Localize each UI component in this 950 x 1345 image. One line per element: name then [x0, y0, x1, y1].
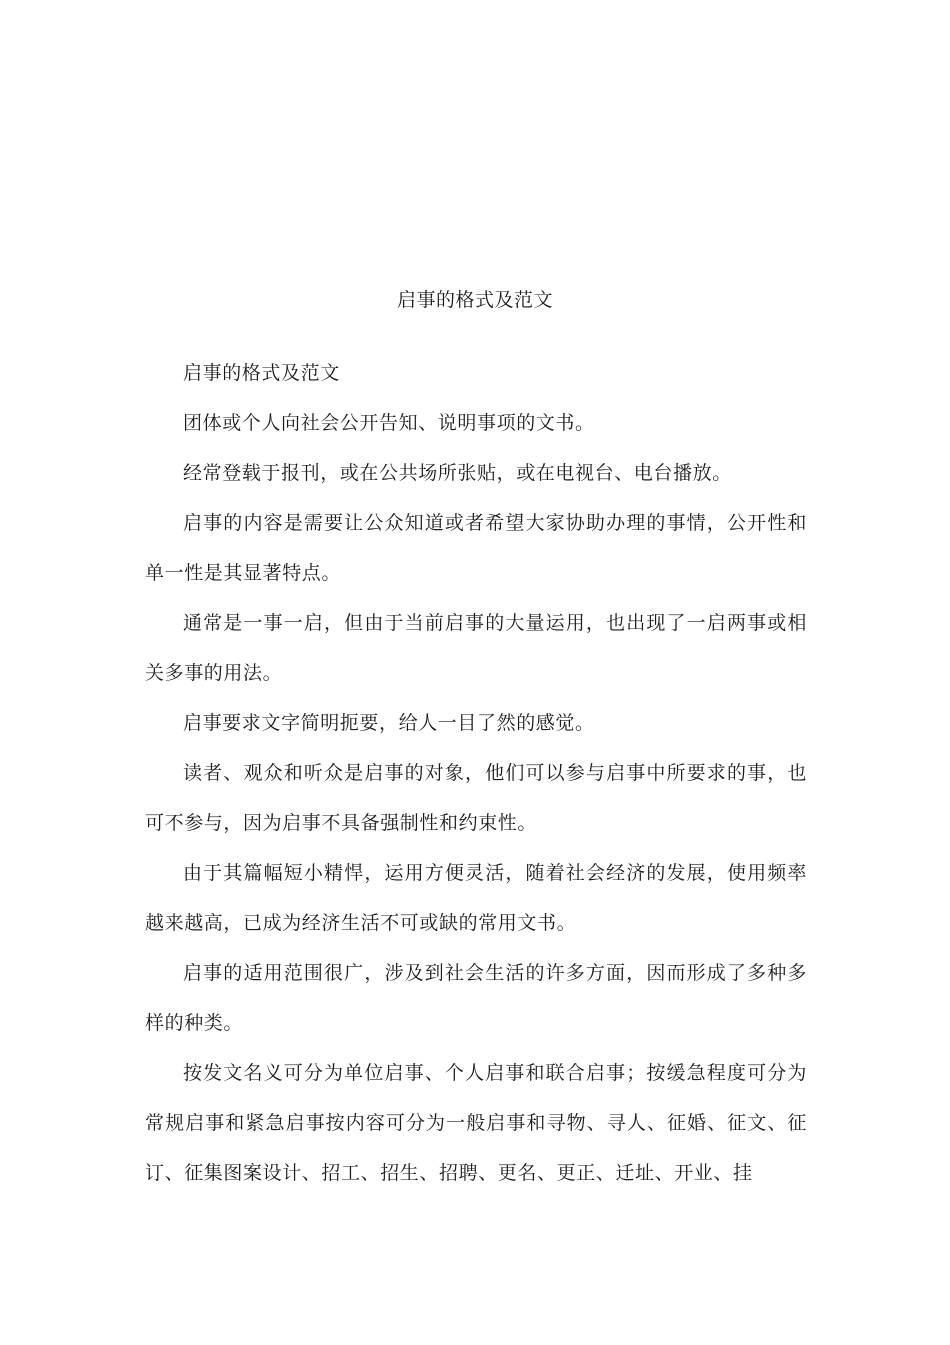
paragraph-subtitle: 启事的格式及范文 — [183, 362, 340, 384]
document-body — [145, 348, 807, 1198]
paragraph: 按发文名义可分为单位启事、个人启事和联合启事；按缓急程度可分为常规启事和紧急启事按内容可分为一般启事和寻物、寻人、征婚、征文、征订、征集图案设计、招工、招生、招聘、更名、更正、迁址、开业、挂 — [145, 1062, 807, 1184]
paragraph: 启事要求文字简明扼要，给人一目了然的感觉。 — [183, 712, 595, 734]
paragraph: 启事的内容是需要让公众知道或者希望大家协助办理的事情，公开性和单一性是其显著特点。 — [145, 512, 807, 584]
paragraph: 团体或个人向社会公开告知、说明事项的文书。 — [183, 412, 595, 434]
paragraph: 读者、观众和听众是启事的对象，他们可以参与启事中所要求的事，也可不参与，因为启事不具备强制性和约束性。 — [145, 762, 807, 834]
paragraph: 通常是一事一启，但由于当前启事的大量运用，也出现了一启两事或相关多事的用法。 — [145, 612, 807, 684]
paragraph: 经常登载于报刊，或在公共场所张贴，或在电视台、电台播放。 — [183, 462, 732, 484]
document-title: 启事的格式及范文 — [396, 289, 553, 311]
paragraph: 启事的适用范围很广，涉及到社会生活的许多方面，因而形成了多种多样的种类。 — [145, 962, 807, 1034]
paragraph: 由于其篇幅短小精悍，运用方便灵活，随着社会经济的发展，使用频率越来越高，已成为经济生活不可或缺的常用文书。 — [145, 862, 807, 934]
